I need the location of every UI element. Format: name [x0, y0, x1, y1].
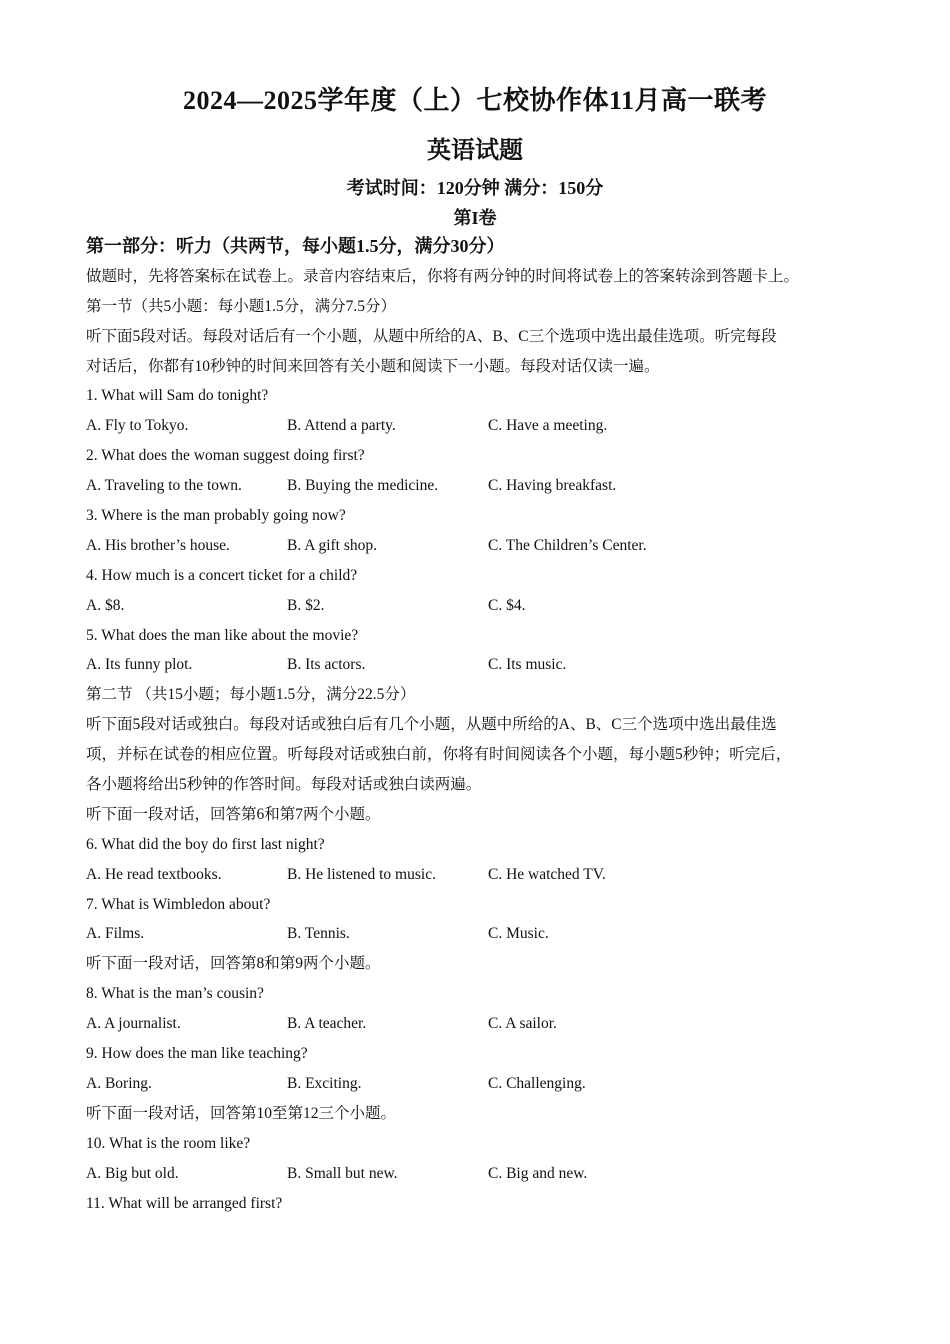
exam-info: 考试时间：120分钟 满分：150分 [346, 178, 604, 198]
question-text: 6. What did the boy do first last night? [86, 835, 325, 853]
question-text: 3. Where is the man probably going now? [86, 507, 346, 525]
answer-options [86, 411, 866, 441]
answer-options [86, 531, 866, 561]
answer-option: A. Traveling to the town. [86, 477, 242, 495]
instruction-text: 听下面5段对话。每段对话后有一个小题，从题中所给的A、B、C三个选项中选出最佳选项。听完每段 [86, 327, 777, 345]
question-text: 8. What is the man’s cousin? [86, 985, 264, 1003]
answer-option: B. A gift shop. [287, 536, 378, 554]
question-text: 9. How does the man like teaching? [86, 1045, 308, 1063]
volume-label: 第I卷 [453, 208, 497, 228]
answer-options [86, 471, 866, 501]
answer-option: A. $8. [86, 596, 125, 614]
instruction-text: 听下面一段对话，回答第8和第9两个小题。 [86, 955, 381, 973]
answer-option: C. Have a meeting. [488, 417, 608, 435]
answer-option: B. Exciting. [287, 1074, 362, 1092]
answer-option: C. Big and new. [488, 1164, 588, 1182]
answer-options [86, 1009, 866, 1039]
answer-options [86, 591, 866, 621]
answer-options [86, 860, 866, 890]
answer-option: B. $2. [287, 596, 325, 614]
answer-option: B. Its actors. [287, 656, 366, 674]
question-text: 2. What does the woman suggest doing first? [86, 447, 365, 465]
answer-option: C. He watched TV. [488, 865, 606, 883]
answer-options [86, 1159, 866, 1189]
answer-option: B. He listened to music. [287, 865, 436, 883]
answer-option: A. Its funny plot. [86, 656, 193, 674]
exam-title: 2024—2025学年度（上）七校协作体11月高一联考 [182, 86, 768, 115]
answer-option: A. Films. [86, 925, 145, 943]
answer-option: B. A teacher. [287, 1015, 367, 1033]
answer-options [86, 1069, 866, 1099]
instruction-text: 听下面5段对话或独白。每段对话或独白后有几个小题，从题中所给的A、B、C三个选项中选出最佳选 [86, 716, 777, 734]
answer-option: A. A journalist. [86, 1015, 181, 1033]
answer-options [86, 650, 866, 680]
answer-option: C. $4. [488, 596, 526, 614]
question-text: 7. What is Wimbledon about? [86, 895, 271, 913]
instruction-text: 做题时，先将答案标在试卷上。录音内容结束后，你将有两分钟的时间将试卷上的答案转涂到答题卡上。 [86, 267, 800, 285]
instruction-text: 第二节 （共15小题；每小题1.5分，满分22.5分） [86, 686, 416, 704]
instruction-text: 项，并标在试卷的相应位置。听每段对话或独白前，你将有时间阅读各个小题，每小题5秒钟；听完后， [86, 746, 792, 764]
instruction-text: 各小题将给出5秒钟的作答时间。每段对话或独白读两遍。 [86, 776, 482, 794]
answer-option: C. The Children’s Center. [488, 536, 647, 554]
instruction-text: 对话后，你都有10秒钟的时间来回答有关小题和阅读下一小题。每段对话仅读一遍。 [86, 357, 660, 375]
question-text: 10. What is the room like? [86, 1134, 251, 1152]
instruction-text: 听下面一段对话，回答第6和第7两个小题。 [86, 805, 381, 823]
answer-option: A. He read textbooks. [86, 865, 222, 883]
answer-option: C. Challenging. [488, 1074, 586, 1092]
answer-option: B. Attend a party. [287, 417, 396, 435]
answer-option: A. Boring. [86, 1074, 152, 1092]
question-text: 5. What does the man like about the movie? [86, 626, 359, 644]
answer-option: C. A sailor. [488, 1015, 557, 1033]
answer-option: C. Having breakfast. [488, 477, 617, 495]
instruction-text: 听下面一段对话，回答第10至第12三个小题。 [86, 1104, 397, 1122]
section-heading: 第一部分：听力（共两节，每小题1.5分，满分30分） [86, 236, 505, 256]
question-text: 11. What will be arranged first? [86, 1194, 283, 1212]
answer-option: A. His brother’s house. [86, 536, 230, 554]
answer-options [86, 919, 866, 949]
answer-option: B. Tennis. [287, 925, 350, 943]
answer-option: B. Small but new. [287, 1164, 398, 1182]
answer-option: C. Music. [488, 925, 549, 943]
exam-content [86, 232, 866, 1218]
answer-option: A. Fly to Tokyo. [86, 417, 189, 435]
exam-subtitle: 英语试题 [427, 138, 523, 164]
question-text: 1. What will Sam do tonight? [86, 387, 269, 405]
answer-option: B. Buying the medicine. [287, 477, 439, 495]
answer-option: A. Big but old. [86, 1164, 179, 1182]
answer-option: C. Its music. [488, 656, 567, 674]
question-text: 4. How much is a concert ticket for a child? [86, 566, 358, 584]
instruction-text: 第一节（共5小题：每小题1.5分，满分7.5分） [86, 297, 397, 315]
